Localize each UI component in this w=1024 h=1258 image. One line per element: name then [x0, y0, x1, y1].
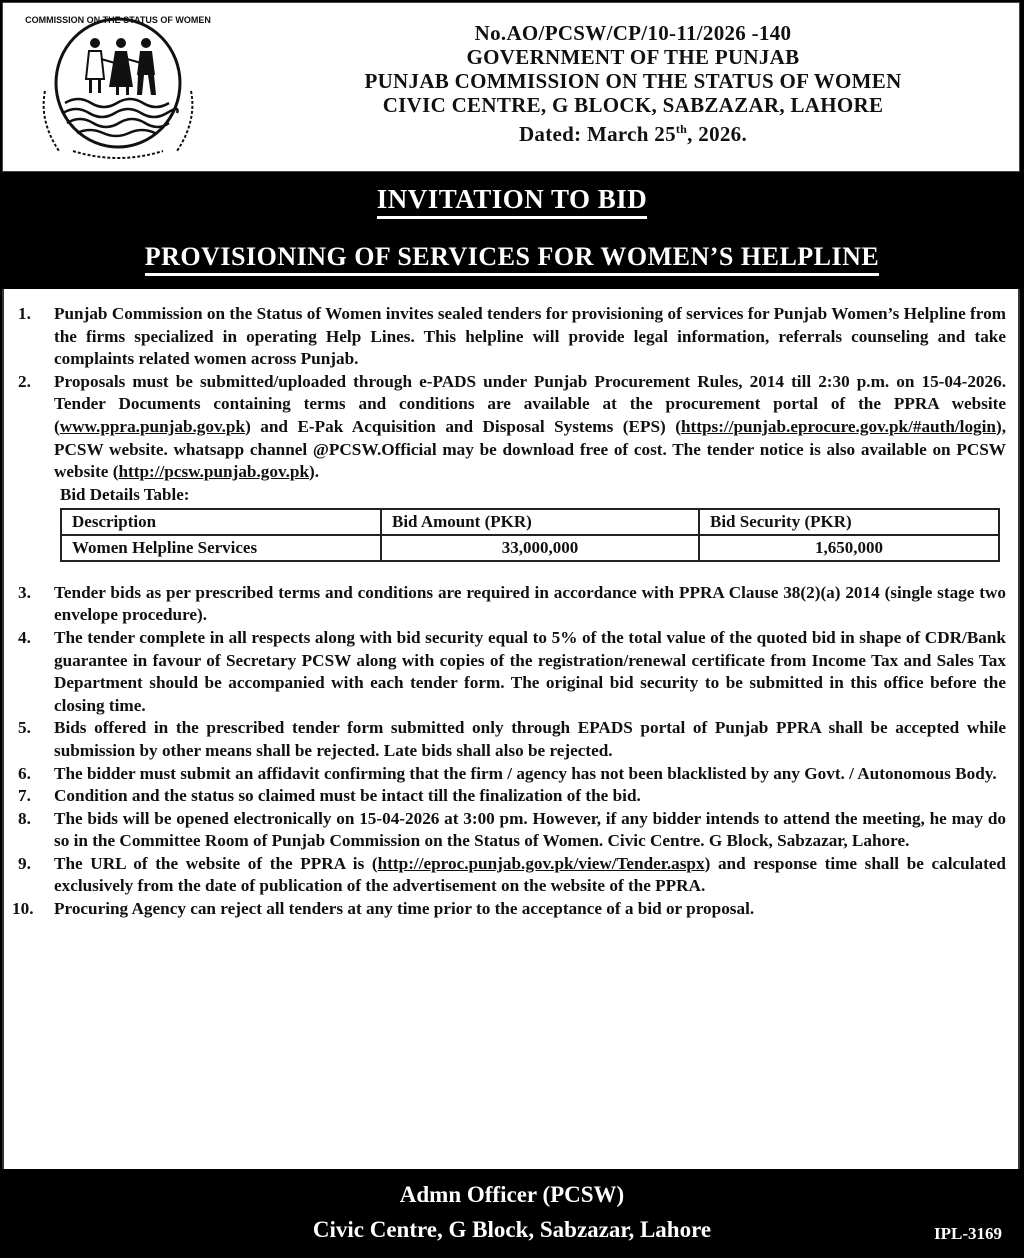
list-item: 3. Tender bids as per prescribed terms and conditions are required in accordance with PPRA Clause 38(2)(a) 2014 (single stage two envelope procedure).	[18, 582, 1006, 625]
letterhead-text	[273, 21, 993, 146]
terms-list	[4, 303, 1018, 921]
eprocure-login-link[interactable]: https://punjab.eprocure.gov.pk/#auth/login	[680, 416, 996, 436]
column-header: Description	[61, 509, 381, 535]
ppra-tender-link[interactable]: http://eproc.punjab.gov.pk/view/Tender.aspx	[377, 853, 705, 873]
column-header: Bid Amount (PKR)	[381, 509, 699, 535]
list-item: 9. The URL of the website of the PPRA is (http://eproc.punjab.gov.pk/view/Tender.aspx) and response time shall be calculated exclusively from the date of publication of the advertisement on the website of the PPRA.	[18, 853, 1006, 896]
signature-footer	[0, 1170, 1024, 1258]
table-row	[61, 535, 999, 561]
bid-table-label: Bid Details Table:	[60, 484, 190, 504]
letterhead	[2, 2, 1020, 172]
list-item: 7. Condition and the status so claimed must be intact till the finalization of the bid.	[18, 786, 641, 806]
list-item: 5. Bids offered in the prescribed tender form submitted only through EPADS portal of Punjab PPRA shall be accepted while submission by other means shall be rejected. Late bids shall also be rejected.	[18, 718, 1006, 760]
bid-details-table	[60, 508, 1000, 562]
table-header-row	[61, 509, 999, 535]
notice-title: INVITATION TO BID	[377, 184, 648, 219]
column-header: Bid Security (PKR)	[699, 509, 999, 535]
organization-address: CIVIC CENTRE, G BLOCK, SABZAZAR, LAHORE	[382, 93, 884, 117]
pcsw-logo-icon	[23, 11, 213, 161]
notice-subtitle: PROVISIONING OF SERVICES FOR WOMEN’S HELPLINE	[145, 242, 880, 276]
list-item: 8. The bids will be opened electronically on 15-04-2026 at 3:00 pm. However, if any bidder intends to attend the meeting, he may do so in the Committee Room of Punjab Commission on the Status of Women. Civic Centre. G Block, Sabzazar, Lahore.	[18, 808, 1006, 851]
ppra-website-link[interactable]: www.ppra.punjab.gov.pk	[59, 416, 246, 436]
issue-date: Dated: March 25th, 2026.	[518, 122, 748, 146]
ipl-reference: IPL-3169	[934, 1224, 1002, 1243]
list-item: 4. The tender complete in all respects along with bid security equal to 5% of the total value of the quoted bid in shape of CDR/Bank guarantee in favour of Secretary PCSW along with copies of the registration/renewal certificate from Income Tax and Sales Tax Department should be accompanied with each tender form. The original bid security to be submitted in this office before the closing time.	[18, 627, 1006, 715]
table-cell: 1,650,000	[699, 535, 999, 561]
notice-body	[2, 289, 1020, 1169]
list-item: 10. Procuring Agency can reject all tenders at any time prior to the acceptance of a bid or proposal.	[12, 899, 755, 919]
list-item: 1. Punjab Commission on the Status of Women invites sealed tenders for provisioning of services for Punjab Women’s Helpline from the firms specialized in operating Help Lines. This helpline will provide legal information, referrals counseling and take complaints related women across Punjab.	[18, 304, 1006, 369]
reference-number: No.AO/PCSW/CP/10-11/2026 -140	[474, 21, 792, 45]
table-cell: 33,000,000	[381, 535, 699, 561]
pcsw-website-link[interactable]: http://pcsw.punjab.gov.pk	[118, 462, 310, 482]
list-item: 6. The bidder must submit an affidavit confirming that the firm / agency has not been blacklisted by any Govt. / Autonomous Body.	[18, 763, 997, 783]
table-cell: Women Helpline Services	[61, 535, 381, 561]
organization-name: PUNJAB COMMISSION ON THE STATUS OF WOMEN	[364, 69, 902, 93]
submission-deadline: 2:30 p.m. on 15-04-2026	[818, 371, 1002, 391]
svg-text:COMMISSION ON THE STATUS OF WO: COMMISSION ON THE STATUS OF WOMEN	[25, 15, 211, 25]
government-name: GOVERNMENT OF THE PUNJAB	[466, 45, 800, 69]
signatory-address: Civic Centre, G Block, Sabzazar, Lahore	[312, 1217, 712, 1242]
signatory-title: Admn Officer (PCSW)	[399, 1182, 625, 1207]
title-band	[0, 172, 1024, 289]
opening-date: 15-04-2026 at 3:00 pm.	[359, 808, 528, 828]
list-item: 2. Proposals must be submitted/uploaded through e-PADS under Punjab Procurement Rules, 2014 till 2:30 p.m. on 15-04-2026. Tender Documents containing terms and conditions are available at the procurement portal of the PPRA website (www.ppra.punjab.gov.pk) and E-Pak Acquisition and Disposal Systems (EPS) (https://punjab.eprocure.gov.pk/#auth/login), PCSW website. whatsapp channel @PCSW.Official may be download free of cost. The tender notice is also available on PCSW website (http://pcsw.punjab.gov.pk).	[18, 371, 1006, 482]
